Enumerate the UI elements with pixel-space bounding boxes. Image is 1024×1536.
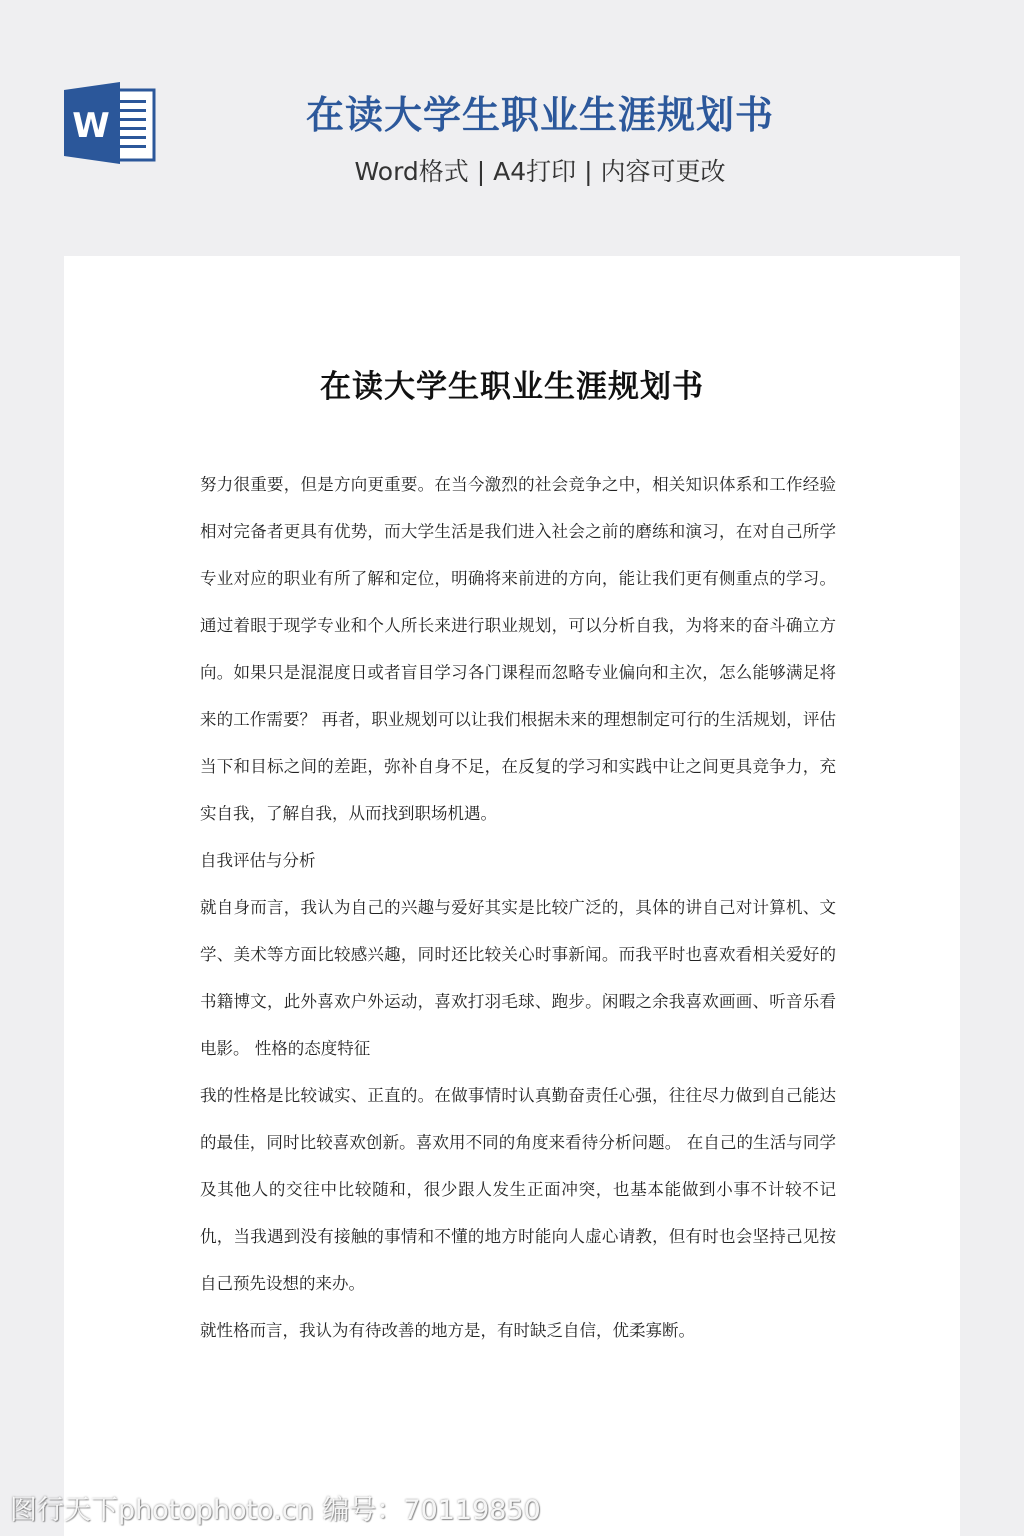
banner-subtitle: Word格式 | A4打印 | 内容可更改 <box>354 157 726 186</box>
document-title: 在读大学生职业生涯规划书 <box>320 369 704 405</box>
banner-title: 在读大学生职业生涯规划书 <box>305 93 774 137</box>
paragraph-interests: 就自身而言，我认为自己的兴趣与爱好其实是比较广泛的，具体的讲自己对计算机、文学、美术等方面比较感兴趣，同时还比较关心时事新闻。而我平时也喜欢看相关爱好的书籍博文，此外喜欢户外运动，喜欢打羽毛球、跑步。闲暇之余我喜欢画画、听音乐看电影。 性格的态度特征 <box>200 898 836 1058</box>
watermark: 图行天下photophoto.cn 编号：70119850 <box>10 1495 541 1526</box>
header-banner <box>0 0 1024 256</box>
word-document-icon <box>64 82 156 164</box>
paragraph-intro: 努力很重要，但是方向更重要。在当今激烈的社会竞争之中，相关知识体系和工作经验相对完备者更具有优势，而大学生活是我们进入社会之前的磨练和演习，在对自己所学专业对应的职业有所了解和定位，明确将来前进的方向，能让我们更有侧重点的学习。通过着眼于现学专业和个人所长来进行职业规划，可以分析自我，为将来的奋斗确立方向。如果只是混混度日或者盲目学习各门课程而忽略专业偏向和主次，怎么能够满足将来的工作需要？ 再者，职业规划可以让我们根据未来的理想制定可行的生活规划，评估当下和目标之间的差距，弥补自身不足，在反复的学习和实践中让之间更具竞争力，充实自我，了解自我，从而找到职场机遇。 <box>200 475 836 823</box>
document-body <box>200 461 836 1354</box>
paragraph-weakness: 就性格而言，我认为有待改善的地方是，有时缺乏自信，优柔寡断。 <box>200 1321 695 1340</box>
paragraph-personality: 我的性格是比较诚实、正直的。在做事情时认真勤奋责任心强，往往尽力做到自己能达的最佳，同时比较喜欢创新。喜欢用不同的角度来看待分析问题。 在自己的生活与同学及其他人的交往中比较随和，很少跟人发生正面冲突，也基本能做到小事不计较不记仇，当我遇到没有接触的事情和不懂的地方时能向人虚心请教，但有时也会坚持己见按自己预先设想的来办。 <box>200 1086 836 1293</box>
word-logo-letter: W <box>72 106 110 146</box>
section-heading-self-assessment: 自我评估与分析 <box>200 851 316 870</box>
